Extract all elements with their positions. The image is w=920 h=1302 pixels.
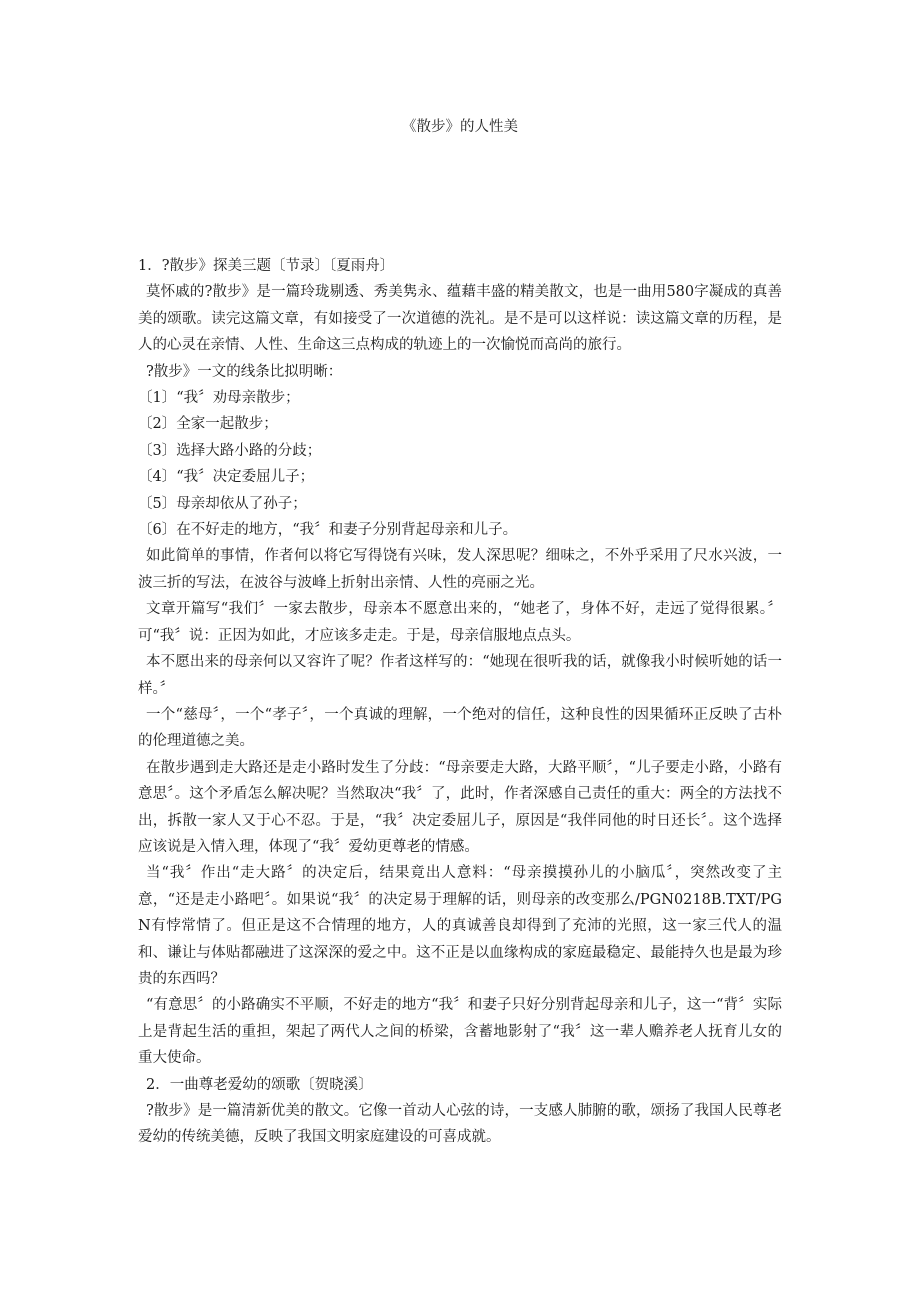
list-item: 〔1〕“我〞劝母亲散步； [138,390,300,407]
section-2-heading: 2．一曲尊老爱幼的颂歌〔贺晓溪〕 [146,1076,373,1093]
list-item: 〔5〕母亲却依从了孙子； [138,495,307,512]
paragraph: “有意思〞的小路确实不平顺，不好走的地方“我〞和妻子只好分别背起母亲和儿子，这一“背〞实际上是背起生活的重担，架起了两代人之间的桥梁，含蓄地影射了“我〞这一辈人赡养老人抚育儿女的重大使命。 [138,997,782,1067]
paragraph: ?散步》是一篇清新优美的散文。它像一首动人心弦的诗，一支感人肺腑的歌，颂扬了我国人民尊老爱幼的传统美德，反映了我国文明家庭建设的可喜成就。 [138,1103,782,1146]
document-body [138,253,782,1151]
list-item: 〔4〕“我〞决定委屈儿子； [138,469,315,486]
paragraph: 文章开篇写“我们〞一家去散步，母亲本不愿意出来的，“她老了，身体不好，走远了觉得很累。〞可“我〞说：正因为如此，才应该多走走。于是，母亲信服地点点头。 [138,601,782,644]
paragraph: 一个“慈母〞，一个“孝子〞，一个真诚的理解，一个绝对的信任，这种良性的因果循环正反映了古朴的伦理道德之美。 [138,706,782,750]
paragraph: 莫怀戚的?散步》是一篇玲珑剔透、秀美隽永、蕴藉丰盛的精美散文，也是一曲用580字凝成的真善美的颂歌。读完这篇文章，有如接受了一次道德的洗礼。是不是可以这样说：读这篇文章的历程，是人的心灵在亲情、人性、生命这三点构成的轨迹上的一次愉悦而高尚的旅行。 [138,284,782,354]
paragraph: 如此简单的事情，作者何以将它写得饶有兴味，发人深思呢？细味之，不外乎采用了尺水兴波，一波三折的写法，在波谷与波峰上折射出亲情、人性的亮丽之光。 [138,548,782,591]
paragraph: 当“我〞作出“走大路〞的决定后，结果竟出人意料：“母亲摸摸孙儿的小脑瓜〞，突然改变了主意，“还是走小路吧〞。如果说“我〞的决定易于理解的话，则母亲的改变那么/PGN0218B.TXT/PGN有悖常情了。但正是这不合情理的地方，人的真诚善良却得到了充沛的光照，这一家三代人的温和、谦让与体贴都融进了这深深的爱之中。这不正是以血缘构成的家庭最稳定、最能持久也是最为珍贵的东西吗？ [138,865,782,987]
list-item: 〔3〕选择大路小路的分歧； [138,442,322,459]
section-1-heading: 1．?散步》探美三题〔节录〕〔夏雨舟〕 [138,258,395,274]
list-item: 〔2〕全家一起散步； [138,416,278,433]
document-title: 《散步》的人性美 [402,119,518,135]
list-item: 〔6〕在不好走的地方，“我〞和妻子分别背起母亲和儿子。 [138,522,518,539]
paragraph: 本不愿出来的母亲何以又容许了呢？作者这样写的：“她现在很听我的话，就像我小时候听她的话一样。〞 [138,654,782,697]
paragraph: 在散步遇到走大路还是走小路时发生了分歧：“母亲要走大路，大路平顺〞，“儿子要走小路，小路有意思〞。这个矛盾怎么解决呢？当然取决“我〞了，此时，作者深感自己责任的重大：两全的方法找不出，拆散一家人又于心不忍。于是，“我〞决定委屈儿子，原因是“我伴同他的时日还长〞。这个选择应该说是入情入理，体现了“我〞爱幼更尊老的情感。 [138,759,782,855]
paragraph: ?散步》一文的线条比拟明晰： [146,363,343,380]
